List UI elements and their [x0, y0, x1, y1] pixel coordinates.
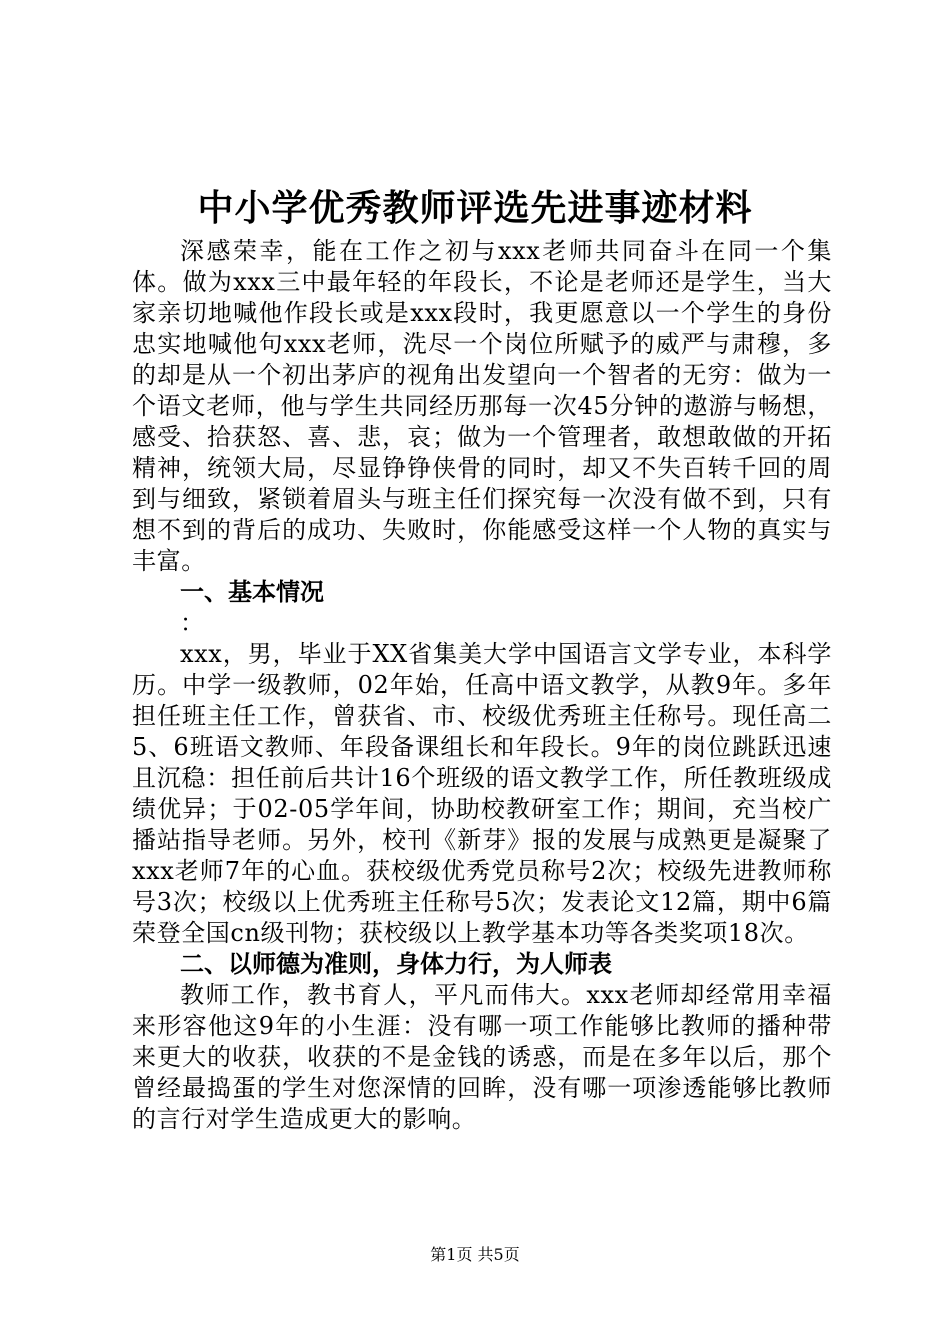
section-heading-colon: ：: [180, 609, 204, 637]
section-heading-ethics: 二、以师德为准则，身体力行，为人师表: [180, 950, 612, 978]
page-footer: 第1页 共5页: [430, 1245, 520, 1264]
document-title: 中小学优秀教师评选先进事迹材料: [197, 188, 753, 229]
section-heading-basic-info: 一、基本情况: [180, 578, 324, 606]
intro-paragraph: 深感荣幸，能在工作之初与xxx老师共同奋斗在同一个集体。做为xxx三中最年轻的年段长，不论是老师还是学生，当大家亲切地喊他作段长或是xxx段时，我更愿意以一个学生的身份忠实地喊他句xxx老师，洗尽一个岗位所赋予的威严与肃穆，多的却是从一个初出茅庐的视角出发望向一个智者的无穷：做为一个语文老师，他与学生共同经历那每一次45分钟的遨游与畅想，感受、拾获怒、喜、悲，哀；做为一个管理者，敢想敢做的开拓精神，统领大局，尽显铮铮侠骨的同时，却又不失百转千回的周到与细致，紧锁着眉头与班主任们探究每一次没有做不到，只有想不到的背后的成功、失败时，你能感受这样一个人物的真实与丰富。: [132, 237, 832, 575]
basic-info-paragraph: xxx，男，毕业于XX省集美大学中国语言文学专业，本科学历。中学一级教师，02年始，任高中语文教学，从教9年。多年担任班主任工作，曾获省、市、校级优秀班主任称号。现任高二5、6班语文教师、年段备课组长和年段长。9年的岗位跳跃迅速且沉稳：担任前后共计16个班级的语文教学工作，所任教班级成绩优异；于02-05学年间，协助校教研室工作；期间，充当校广播站指导老师。另外，校刊《新芽》报的发展与成熟更是凝聚了xxx老师7年的心血。获校级优秀党员称号2次；校级先进教师称号3次；校级以上优秀班主任称号5次；发表论文12篇，期中6篇荣登全国cn级刊物；获校级以上教学基本功等各类奖项18次。: [132, 640, 832, 947]
document-body: [132, 236, 832, 1135]
ethics-paragraph: 教师工作，教书育人，平凡而伟大。xxx老师却经常用幸福来形容他这9年的小生涯：没有哪一项工作能够比教师的播种带来更大的收获，收获的不是金钱的诱惑，而是在多年以后，那个曾经最捣蛋的学生对您深情的回眸，没有哪一项渗透能够比教师的言行对学生造成更大的影响。: [132, 981, 832, 1133]
